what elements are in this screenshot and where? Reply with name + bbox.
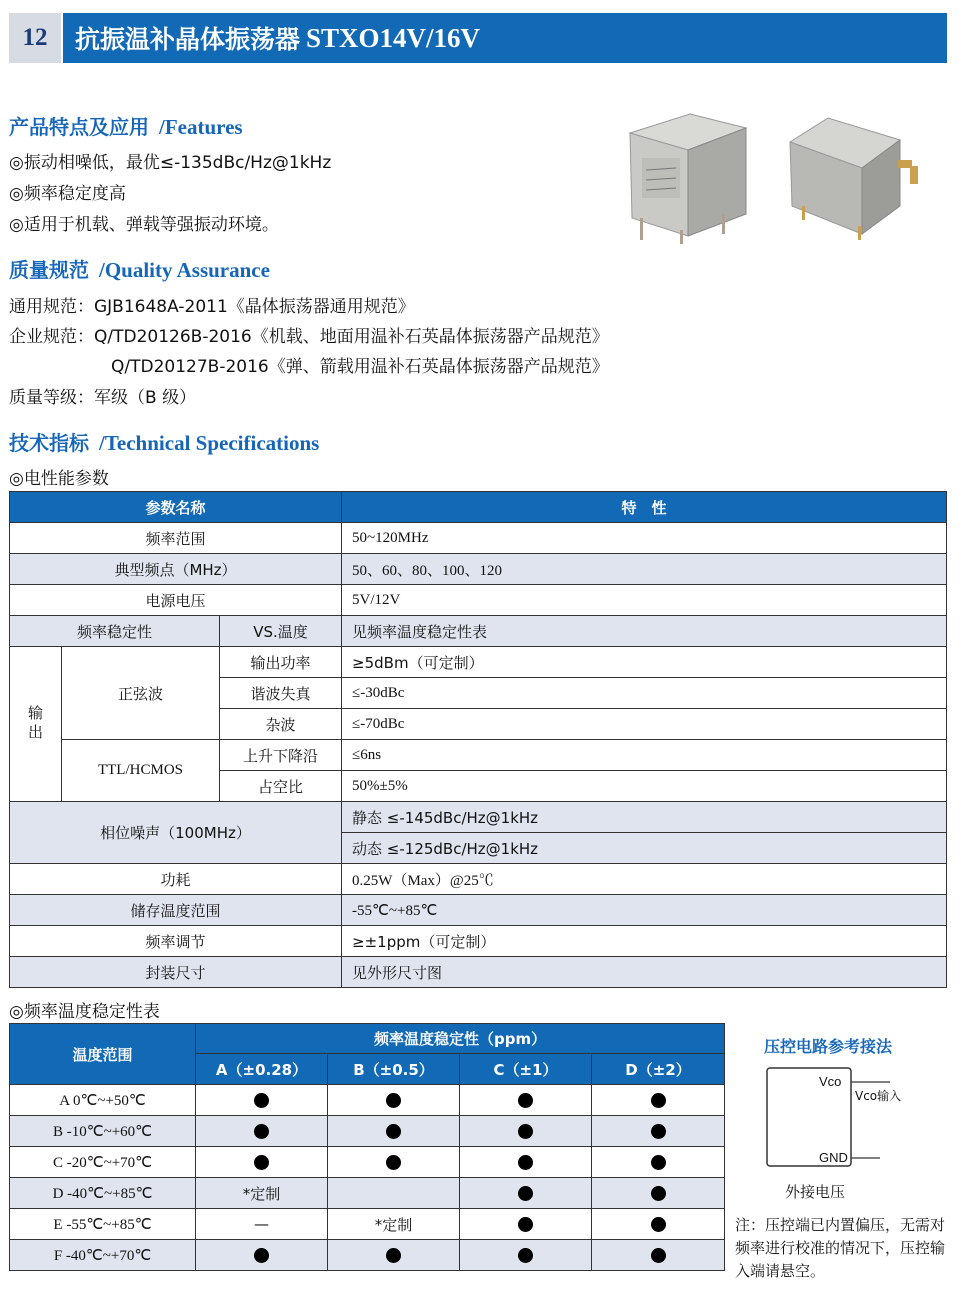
circuit-diagram [735, 1060, 915, 1210]
specs-heading [9, 427, 319, 456]
stability-cell: — [196, 1209, 328, 1240]
product-image-front [612, 108, 750, 244]
electrical-spec-table [9, 491, 947, 988]
stability-supported-cell [328, 1147, 460, 1178]
quality-title-cn: 质量规范 [9, 258, 89, 282]
col-header: B（±0.5） [328, 1054, 460, 1085]
features-title-en: /Features [159, 115, 243, 139]
param-value: 50、60、80、100、120 [342, 554, 947, 585]
quality-line: 通用规范：GJB1648A-2011《晶体振荡器通用规范》 [9, 297, 415, 317]
external-voltage-label: 外接电压 [785, 1183, 846, 1201]
stability-supported-cell [328, 1116, 460, 1147]
electrical-subtitle: ◎电性能参数 [9, 469, 109, 489]
param-value: 0.25W（Max）@25℃ [342, 864, 947, 895]
temp-row [10, 1209, 725, 1240]
param-value: ≥±1ppm（可定制） [342, 926, 947, 957]
quality-line: 企业规范：Q/TD20126B-2016《机载、地面用温补石英晶体振荡器产品规范》 [9, 327, 609, 347]
stability-supported-cell [460, 1178, 592, 1209]
supported-dot-icon [651, 1093, 666, 1108]
col-range-header: 温度范围 [10, 1024, 196, 1085]
param-value: 见频率温度稳定性表 [342, 616, 947, 647]
param-value: 50~120MHz [342, 523, 947, 554]
temp-row [10, 1240, 725, 1271]
supported-dot-icon [518, 1155, 533, 1170]
gnd-pin-label: GND [819, 1150, 848, 1165]
supported-dot-icon [518, 1186, 533, 1201]
param-value: 见外形尺寸图 [342, 957, 947, 988]
feature-item: ◎振动相噪低，最优≤-135dBc/Hz@1kHz [9, 153, 332, 173]
supported-dot-icon [518, 1124, 533, 1139]
supported-dot-icon [254, 1248, 269, 1263]
temp-row [10, 1147, 725, 1178]
param-name: 功耗 [10, 864, 342, 895]
sine-group-label: 正弦波 [62, 647, 220, 740]
supported-dot-icon [254, 1093, 269, 1108]
param-subname: 上升下降沿 [220, 740, 342, 771]
param-name: 典型频点（MHz） [10, 554, 342, 585]
feature-item: ◎适用于机载、弹载等强振动环境。 [9, 215, 279, 235]
temp-row [10, 1116, 725, 1147]
feature-item: ◎频率稳定度高 [9, 184, 126, 204]
param-name: 封装尺寸 [10, 957, 342, 988]
param-value: 静态 ≤-145dBc/Hz@1kHz [342, 802, 947, 833]
temp-row [10, 1085, 725, 1116]
param-name: 频率稳定性 [10, 616, 220, 647]
supported-dot-icon [386, 1155, 401, 1170]
features-title-cn: 产品特点及应用 [9, 115, 149, 139]
stability-supported-cell [460, 1116, 592, 1147]
quality-line: Q/TD20127B-2016《弹、箭载用温补石英晶体振荡器产品规范》 [111, 357, 609, 377]
circuit-note: 注：压控端已内置偏压，无需对频率进行校准的情况下，压控输入端请悬空。 [735, 1216, 946, 1280]
param-subname: 谐波失真 [220, 678, 342, 709]
supported-dot-icon [518, 1217, 533, 1232]
stability-supported-cell [460, 1240, 592, 1271]
supported-dot-icon [518, 1093, 533, 1108]
stability-supported-cell [592, 1085, 725, 1116]
circuit-title: 压控电路参考接法 [764, 1037, 893, 1056]
param-name: 电源电压 [10, 585, 342, 616]
stability-supported-cell [196, 1085, 328, 1116]
param-name: 频率范围 [10, 523, 342, 554]
features-heading [9, 111, 243, 140]
stability-supported-cell [196, 1147, 328, 1178]
stability-supported-cell [592, 1178, 725, 1209]
param-subname: 占空比 [220, 771, 342, 802]
temp-stability-table [9, 1023, 725, 1271]
param-value: ≤-70dBc [342, 709, 947, 740]
param-value: 动态 ≤-125dBc/Hz@1kHz [342, 833, 947, 864]
col-header: C（±1） [460, 1054, 592, 1085]
temp-range-cell: B -10℃~+60℃ [10, 1116, 196, 1147]
temp-range-cell: A 0℃~+50℃ [10, 1085, 196, 1116]
param-name: 相位噪声（100MHz） [10, 802, 342, 864]
supported-dot-icon [651, 1248, 666, 1263]
stability-supported-cell [592, 1116, 725, 1147]
temp-range-cell: C -20℃~+70℃ [10, 1147, 196, 1178]
title-en: STXO14V/16V [306, 22, 481, 53]
param-subname: 输出功率 [220, 647, 342, 678]
supported-dot-icon [386, 1248, 401, 1263]
title-cn: 抗振温补晶体振荡器 [75, 25, 301, 54]
output-group-label: 输出 [10, 647, 62, 802]
stability-supported-cell [460, 1085, 592, 1116]
stability-cell: *定制 [328, 1209, 460, 1240]
stability-supported-cell [196, 1240, 328, 1271]
param-name: 储存温度范围 [10, 895, 342, 926]
vco-input-label: Vco输入 [855, 1089, 902, 1103]
temp-range-cell: E -55℃~+85℃ [10, 1209, 196, 1240]
stability-supported-cell [328, 1240, 460, 1271]
param-subname: 杂波 [220, 709, 342, 740]
stability-supported-cell [460, 1209, 592, 1240]
supported-dot-icon [651, 1124, 666, 1139]
quality-line: 质量等级：军级（B 级） [9, 388, 197, 408]
stability-supported-cell [460, 1147, 592, 1178]
stability-supported-cell [592, 1209, 725, 1240]
ttl-group-label: TTL/HCMOS [62, 740, 220, 802]
quality-heading [9, 254, 270, 283]
supported-dot-icon [518, 1248, 533, 1263]
specs-title-en: /Technical Specifications [99, 431, 320, 455]
col-header: A（±0.28） [196, 1054, 328, 1085]
stability-cell: *定制 [196, 1178, 328, 1209]
temp-row [10, 1178, 725, 1209]
col-group-header: 频率温度稳定性（ppm） [196, 1024, 725, 1054]
supported-dot-icon [386, 1124, 401, 1139]
stability-cell [328, 1178, 460, 1209]
supported-dot-icon [651, 1155, 666, 1170]
stability-supported-cell [592, 1240, 725, 1271]
vco-pin-label: Vco [819, 1074, 842, 1089]
quality-title-en: /Quality Assurance [99, 258, 270, 282]
temp-range-cell: F -40℃~+70℃ [10, 1240, 196, 1271]
supported-dot-icon [254, 1155, 269, 1170]
param-value: ≤6ns [342, 740, 947, 771]
col-char-header: 特 性 [342, 492, 947, 523]
temp-table-subtitle: ◎频率温度稳定性表 [9, 1002, 160, 1022]
specs-title-cn: 技术指标 [9, 431, 89, 455]
page-number: 12 [9, 13, 61, 63]
stability-supported-cell [196, 1116, 328, 1147]
param-value: -55℃~+85℃ [342, 895, 947, 926]
param-value: 50%±5% [342, 771, 947, 802]
param-value: ≥5dBm（可定制） [342, 647, 947, 678]
product-image-angled [772, 114, 922, 242]
supported-dot-icon [651, 1217, 666, 1232]
stability-supported-cell [592, 1147, 725, 1178]
param-name: 频率调节 [10, 926, 342, 957]
supported-dot-icon [651, 1186, 666, 1201]
supported-dot-icon [254, 1124, 269, 1139]
col-header: D（±2） [592, 1054, 725, 1085]
supported-dot-icon [386, 1093, 401, 1108]
param-subname: VS.温度 [220, 616, 342, 647]
temp-range-cell: D -40℃~+85℃ [10, 1178, 196, 1209]
stability-supported-cell [328, 1085, 460, 1116]
page-title-bar [63, 13, 947, 63]
param-value: ≤-30dBc [342, 678, 947, 709]
param-value: 5V/12V [342, 585, 947, 616]
col-param-header: 参数名称 [10, 492, 342, 523]
